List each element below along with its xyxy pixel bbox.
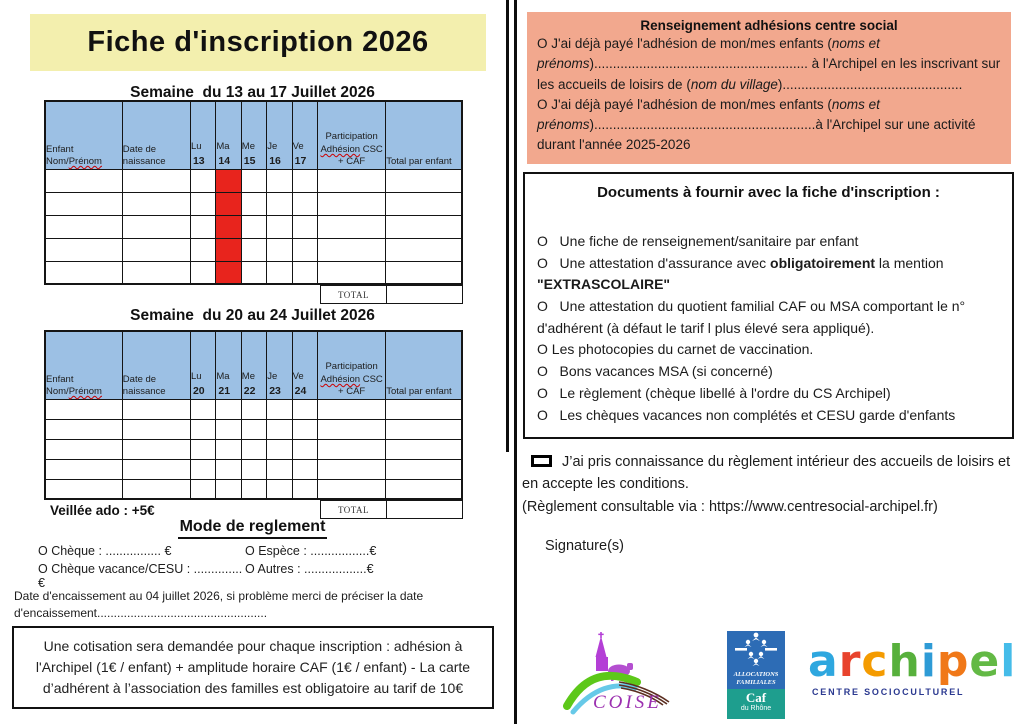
schedule-cell[interactable]	[241, 169, 266, 192]
week-schedule-table	[44, 330, 463, 500]
schedule-cell[interactable]	[45, 238, 122, 261]
schedule-cell[interactable]	[122, 238, 190, 261]
schedule-cell[interactable]	[216, 215, 241, 238]
schedule-cell[interactable]	[267, 192, 292, 215]
schedule-cell[interactable]	[292, 261, 317, 284]
schedule-cell[interactable]	[386, 459, 462, 479]
schedule-cell[interactable]	[292, 479, 317, 499]
week1-heading: Semaine du 13 au 17 Juillet 2026	[130, 84, 375, 101]
column-header-participation: Participation Adhésion CSC + CAF	[318, 101, 386, 169]
schedule-cell[interactable]	[216, 399, 241, 419]
total-label: TOTAL	[321, 501, 387, 518]
column-header-total: Total par enfant	[386, 101, 462, 169]
schedule-cell[interactable]	[241, 459, 266, 479]
schedule-cell[interactable]	[241, 419, 266, 439]
column-header-birthdate: Date de naissance	[122, 101, 190, 169]
week-total-strip	[320, 500, 463, 519]
reglement-url-note: (Règlement consultable via : https://www.centresocial-archipel.fr)	[522, 498, 938, 515]
caf-logo-top	[727, 631, 785, 689]
schedule-cell[interactable]	[267, 238, 292, 261]
schedule-cell[interactable]	[122, 215, 190, 238]
schedule-cell[interactable]	[216, 192, 241, 215]
payment-options	[38, 544, 488, 590]
schedule-cell[interactable]	[216, 238, 241, 261]
schedule-cell[interactable]	[318, 238, 386, 261]
schedule-cell[interactable]	[190, 261, 215, 284]
schedule-cell[interactable]	[190, 169, 215, 192]
schedule-cell[interactable]	[216, 261, 241, 284]
document-item[interactable]: O Bons vacances MSA (si concerné)	[537, 363, 773, 380]
schedule-cell[interactable]	[318, 459, 386, 479]
schedule-cell[interactable]	[386, 261, 462, 284]
schedule-cell[interactable]	[45, 192, 122, 215]
schedule-cell[interactable]	[190, 399, 215, 419]
column-header-child: Enfant Nom/Prénom	[45, 331, 122, 399]
schedule-cell[interactable]	[45, 479, 122, 499]
column-header-total: Total par enfant	[386, 331, 462, 399]
adhesion-box-title: Renseignement adhésions centre social	[640, 18, 898, 33]
schedule-cell[interactable]	[267, 169, 292, 192]
veillee-note: Veillée ado : +5€	[50, 503, 155, 518]
schedule-cell[interactable]	[45, 399, 122, 419]
schedule-cell[interactable]	[122, 459, 190, 479]
payment-heading: Mode de reglement	[178, 518, 328, 539]
schedule-cell[interactable]	[216, 459, 241, 479]
schedule-cell[interactable]	[216, 169, 241, 192]
schedule-cell[interactable]	[45, 439, 122, 459]
schedule-cell[interactable]	[318, 439, 386, 459]
schedule-cell[interactable]	[386, 479, 462, 499]
schedule-cell[interactable]	[190, 439, 215, 459]
schedule-cell[interactable]	[241, 261, 266, 284]
schedule-cell[interactable]	[318, 479, 386, 499]
week-total-strip	[320, 285, 463, 304]
week2-heading: Semaine du 20 au 24 Juillet 2026	[130, 307, 375, 324]
column-header-day: Ma 21	[216, 331, 241, 399]
encaissement-note: Date d'encaissement au 04 juillet 2026, si problème merci de préciser la date d'encaissement...................................................	[14, 589, 424, 621]
caf-logo	[727, 629, 785, 719]
column-header-day: Me 22	[241, 331, 266, 399]
cotisation-info-box: Une cotisation sera demandée pour chaque inscription : adhésion à l'Archipel (1€ / enfant) + amplitude horaire CAF (1€ / enfant) - La carte d’adhérent à l’association des familles est obligatoire au tarif de 10€	[12, 626, 494, 709]
schedule-cell[interactable]	[292, 192, 317, 215]
document-item[interactable]: O Une fiche de renseignement/sanitaire par enfant	[537, 233, 859, 249]
schedule-cell[interactable]	[267, 215, 292, 238]
schedule-cell[interactable]	[216, 419, 241, 439]
page-divider-line	[514, 0, 517, 724]
total-label: TOTAL	[321, 286, 387, 303]
archipel-subtitle: CENTRE SOCIOCULTUREL	[812, 687, 965, 697]
adhesion-option-activite[interactable]: O J'ai déjà payé l'adhésion de mon/mes enfants (noms et prénoms)...........................................................à l'Archipel sur une activité durant l'année 2025-2026	[537, 96, 980, 153]
schedule-cell[interactable]	[318, 215, 386, 238]
total-value-cell[interactable]	[387, 501, 462, 518]
schedule-cell[interactable]	[386, 169, 462, 192]
column-header-day: Lu 13	[190, 101, 215, 169]
schedule-cell[interactable]	[241, 192, 266, 215]
schedule-cell[interactable]	[190, 215, 215, 238]
schedule-cell[interactable]	[292, 419, 317, 439]
document-item[interactable]: O Une attestation du quotient familial CAF ou MSA comportant le n° d'adhérent (à défaut le tarif l plus élevé sera appliqué).	[537, 298, 970, 336]
column-header-day: Je 16	[267, 101, 292, 169]
acknowledgement-block	[522, 452, 1020, 518]
schedule-cell[interactable]	[386, 215, 462, 238]
payment-option-autres[interactable]: O Autres : ..................€	[245, 562, 374, 576]
archipel-logo	[808, 636, 1020, 697]
signature-label: Signature(s)	[545, 538, 624, 554]
schedule-cell[interactable]	[318, 399, 386, 419]
caf-alloc-text: ALLOCATIONS FAMILIALES	[733, 671, 779, 687]
form-title-banner	[30, 14, 486, 71]
column-header-day: Je 23	[267, 331, 292, 399]
schedule-cell[interactable]	[318, 192, 386, 215]
schedule-cell[interactable]	[241, 238, 266, 261]
schedule-cell[interactable]	[318, 261, 386, 284]
documents-list	[537, 231, 1000, 426]
adhesion-info-box	[527, 12, 1011, 164]
schedule-cell[interactable]	[292, 215, 317, 238]
schedule-cell[interactable]	[386, 192, 462, 215]
payment-heading-row	[0, 518, 505, 539]
caf-family-pictogram	[734, 631, 778, 667]
schedule-cell[interactable]	[122, 192, 190, 215]
schedule-cell[interactable]	[267, 419, 292, 439]
document-item[interactable]: O Le règlement (chèque libellé à l'ordre du CS Archipel)	[537, 384, 891, 401]
column-header-day: Ma 14	[216, 101, 241, 169]
schedule-cell[interactable]	[241, 439, 266, 459]
column-header-day: Ve 24	[292, 331, 317, 399]
page-divider-line	[506, 0, 509, 452]
total-value-cell[interactable]	[387, 286, 462, 303]
coise-logo	[563, 630, 673, 724]
documents-box	[523, 172, 1014, 439]
schedule-cell[interactable]	[267, 479, 292, 499]
agreement-checkbox[interactable]	[531, 455, 552, 467]
week1-table-wrap	[44, 100, 464, 304]
schedule-cell[interactable]	[45, 261, 122, 284]
schedule-cell[interactable]	[45, 419, 122, 439]
caf-region: du Rhône	[740, 705, 772, 713]
archipel-wordmark: archipel	[808, 636, 1017, 687]
schedule-cell[interactable]	[267, 459, 292, 479]
schedule-cell[interactable]	[45, 169, 122, 192]
schedule-cell[interactable]	[216, 439, 241, 459]
schedule-cell[interactable]	[267, 439, 292, 459]
payment-option-espece[interactable]: O Espèce : .................€	[245, 544, 377, 558]
schedule-cell[interactable]	[122, 399, 190, 419]
form-title: Fiche d'inscription 2026	[87, 26, 429, 58]
schedule-cell[interactable]	[122, 169, 190, 192]
schedule-cell[interactable]	[318, 169, 386, 192]
schedule-cell[interactable]	[292, 459, 317, 479]
coise-logo-text: COISE	[593, 692, 662, 713]
schedule-cell[interactable]	[190, 238, 215, 261]
schedule-cell[interactable]	[241, 399, 266, 419]
schedule-cell[interactable]	[190, 419, 215, 439]
payment-option-cheque-vacance[interactable]: O Chèque vacance/CESU : ..............€	[38, 562, 243, 590]
acknowledgement-text: J’ai pris connaissance du règlement intérieur des accueils de loisirs et en accepte les conditions.	[522, 454, 1011, 492]
documents-box-title: Documents à fournir avec la fiche d'inscription :	[597, 184, 940, 201]
column-header-day: Ve 17	[292, 101, 317, 169]
schedule-cell[interactable]	[292, 399, 317, 419]
schedule-cell[interactable]	[241, 215, 266, 238]
schedule-cell[interactable]	[122, 419, 190, 439]
schedule-cell[interactable]	[45, 459, 122, 479]
schedule-cell[interactable]	[122, 439, 190, 459]
schedule-cell[interactable]	[190, 459, 215, 479]
document-item[interactable]: O Les chèques vacances non complétés et CESU garde d'enfants	[537, 406, 956, 423]
caf-logo-bottom	[727, 689, 785, 719]
schedule-cell[interactable]	[45, 215, 122, 238]
adhesion-option-loisirs[interactable]: O J'ai déjà payé l'adhésion de mon/mes enfants (noms et prénoms)......................................................... à l'Archipel en les inscrivant sur les accueils de loisirs de (nom du village)................................................	[537, 36, 1004, 92]
column-header-day: Me 15	[241, 101, 266, 169]
column-header-birthdate: Date de naissance	[122, 331, 190, 399]
schedule-cell[interactable]	[216, 479, 241, 499]
schedule-cell[interactable]	[122, 261, 190, 284]
schedule-cell[interactable]	[386, 419, 462, 439]
schedule-cell[interactable]	[267, 399, 292, 419]
schedule-cell[interactable]	[190, 479, 215, 499]
caf-name: Caf	[745, 690, 767, 705]
schedule-cell[interactable]	[122, 479, 190, 499]
schedule-cell[interactable]	[190, 192, 215, 215]
schedule-cell[interactable]	[318, 419, 386, 439]
column-header-participation: Participation Adhésion CSC + CAF	[318, 331, 386, 399]
schedule-cell[interactable]	[292, 238, 317, 261]
column-header-child: Enfant Nom/Prénom	[45, 101, 122, 169]
document-item[interactable]: O Une attestation d'assurance avec obligatoirement la mention "EXTRASCOLAIRE"	[537, 254, 948, 293]
schedule-cell[interactable]	[267, 261, 292, 284]
schedule-cell[interactable]	[241, 479, 266, 499]
schedule-cell[interactable]	[386, 399, 462, 419]
schedule-cell[interactable]	[386, 439, 462, 459]
schedule-cell[interactable]	[292, 439, 317, 459]
document-item[interactable]: O Les photocopies du carnet de vaccination.	[537, 341, 814, 358]
week2-table-wrap	[44, 330, 464, 519]
week-schedule-table	[44, 100, 463, 285]
schedule-cell[interactable]	[386, 238, 462, 261]
column-header-day: Lu 20	[190, 331, 215, 399]
payment-option-cheque[interactable]: O Chèque : ................ €	[38, 544, 172, 558]
schedule-cell[interactable]	[292, 169, 317, 192]
